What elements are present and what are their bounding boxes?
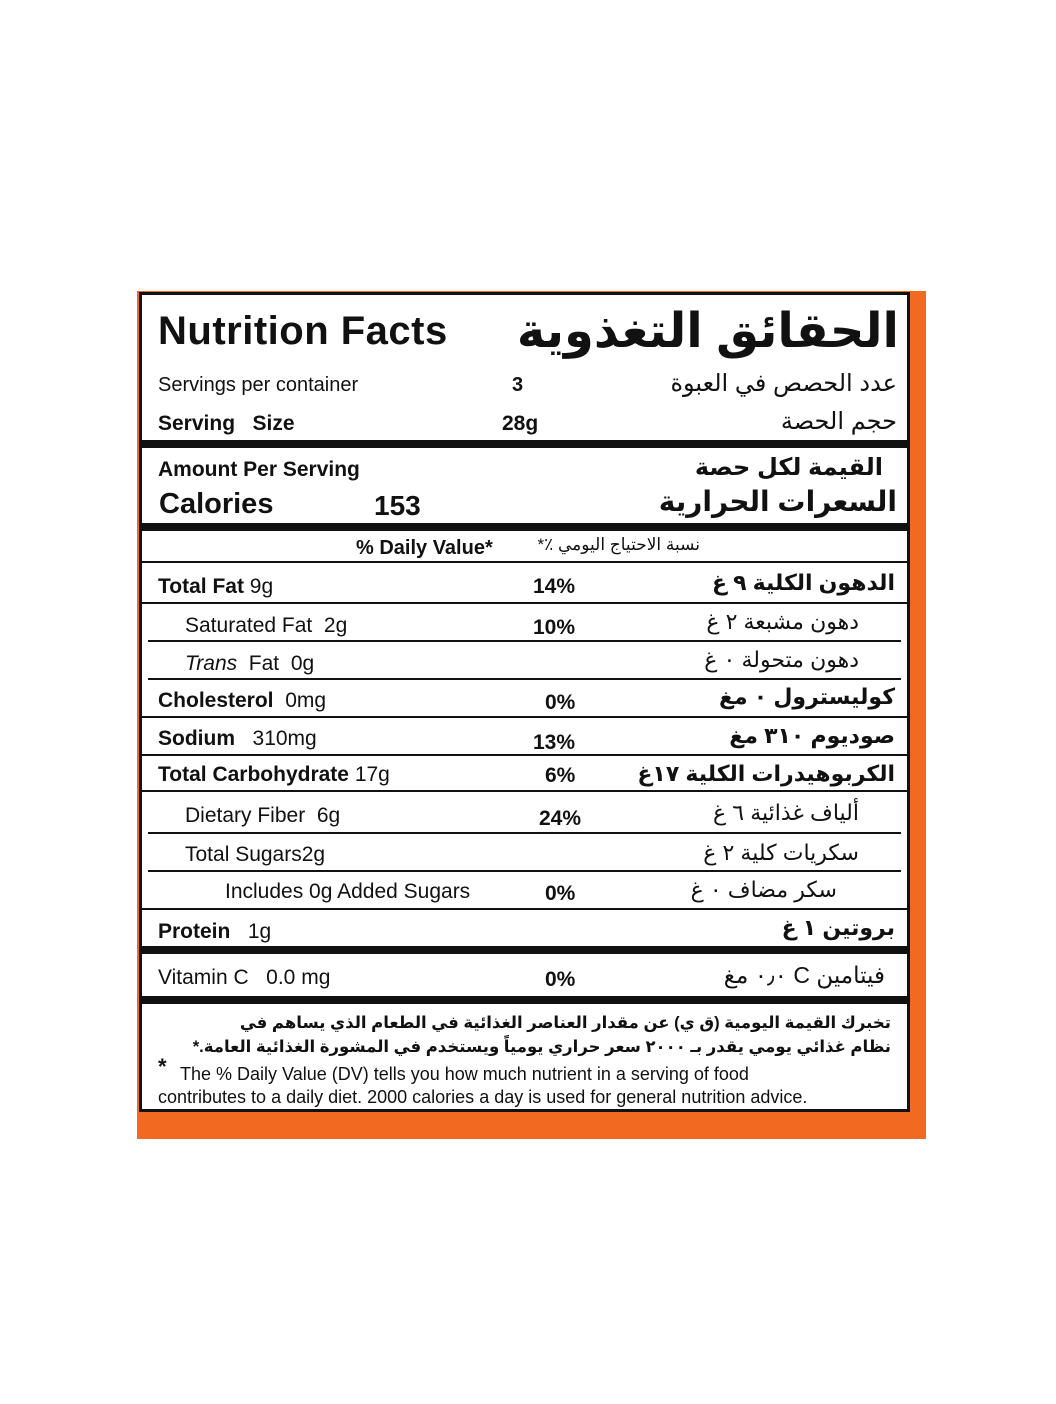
calories-arabic: السعرات الحرارية bbox=[658, 486, 897, 517]
footnote-arabic-line-1: تخبرك القيمة اليومية (ق ي) عن مقدار العناصر الغذائية في الطعام الذي يساهم في bbox=[239, 1014, 891, 1032]
nutrient-name-rest: Fat bbox=[248, 652, 280, 675]
divider-thick-4 bbox=[142, 996, 907, 1004]
nutrient-row-total-fat bbox=[158, 575, 273, 599]
nutrient-name: Protein bbox=[158, 920, 231, 943]
divider-thick-3 bbox=[142, 946, 907, 954]
nutrient-name: Total Carbohydrate bbox=[158, 763, 349, 786]
divider-thick-2 bbox=[142, 523, 907, 531]
row-divider bbox=[142, 790, 907, 792]
title-arabic: الحقائق التغذوية bbox=[516, 305, 899, 358]
nutrient-row-added-sugars: Includes 0g Added Sugars bbox=[225, 880, 471, 903]
row-divider bbox=[148, 870, 901, 872]
title-english: Nutrition Facts bbox=[158, 309, 448, 353]
nutrient-row-dietary-fiber bbox=[185, 804, 340, 828]
nutrient-dv: 10% bbox=[533, 616, 576, 639]
row-divider bbox=[148, 678, 901, 680]
nutrient-dv: 24% bbox=[539, 807, 582, 830]
servings-per-container-value: 3 bbox=[512, 374, 524, 396]
nutrient-amount: 1g bbox=[247, 920, 272, 943]
nutrient-name: Saturated Fat bbox=[185, 614, 313, 637]
nutrient-arabic: الكربوهيدرات الكلية ١٧غ bbox=[637, 761, 895, 786]
calories-label: Calories bbox=[159, 488, 274, 520]
nutrient-name: Total Sugars bbox=[185, 843, 302, 866]
nutrient-arabic: بروتين ١ غ bbox=[781, 915, 895, 940]
vitamin-arabic: فيتامين C ٠٫٠ مغ bbox=[723, 962, 885, 988]
row-divider bbox=[142, 602, 907, 604]
serving-size-arabic: حجم الحصة bbox=[780, 408, 897, 435]
nutrient-amount: 17g bbox=[354, 763, 390, 786]
row-divider bbox=[142, 716, 907, 718]
nutrient-arabic: الدهون الكلية ٩ غ bbox=[711, 570, 895, 595]
nutrient-name: Total Fat bbox=[158, 575, 244, 598]
nutrient-arabic: ألياف غذائية ٦ غ bbox=[713, 800, 859, 825]
nutrient-amount: 310mg bbox=[252, 727, 317, 750]
vitamin-name: Vitamin C bbox=[158, 966, 249, 989]
nutrient-row-cholesterol bbox=[158, 689, 326, 713]
nutrient-name: Dietary Fiber bbox=[185, 804, 306, 827]
nutrient-arabic: سكر مضاف ٠ غ bbox=[690, 877, 837, 902]
nutrient-amount: 2g bbox=[323, 614, 348, 637]
nutrient-arabic: كوليسترول ٠ مغ bbox=[719, 684, 895, 709]
nutrient-row-saturated-fat bbox=[185, 614, 347, 638]
footnote-english-line-2: contributes to a daily diet. 2000 calories a day is used for general nutrition advice. bbox=[158, 1087, 808, 1107]
nutrient-dv: 0% bbox=[545, 882, 576, 905]
vitamin-dv: 0% bbox=[545, 968, 576, 991]
row-divider bbox=[142, 908, 907, 910]
row-divider bbox=[148, 640, 901, 642]
nutrient-amount: 0mg bbox=[285, 689, 327, 712]
calories-value: 153 bbox=[374, 490, 421, 521]
nutrition-label bbox=[139, 292, 910, 1112]
nutrient-arabic: دهون متحولة ٠ غ bbox=[704, 647, 859, 672]
daily-value-header-arabic: نسبة الاحتياج اليومي ٪* bbox=[537, 535, 700, 554]
servings-per-container-label: Servings per container bbox=[158, 374, 359, 396]
row-divider bbox=[148, 832, 901, 834]
divider-thick-1 bbox=[142, 440, 907, 448]
nutrient-row-protein bbox=[158, 920, 271, 944]
serving-word: Serving bbox=[158, 412, 236, 435]
amount-per-serving-label: Amount Per Serving bbox=[158, 458, 360, 481]
vitamin-amount: 0.0 mg bbox=[266, 966, 331, 989]
servings-per-container-arabic: عدد الحصص في العبوة bbox=[670, 370, 897, 397]
divider-dv bbox=[142, 561, 907, 563]
nutrient-amount: 2g bbox=[301, 843, 326, 866]
row-divider bbox=[142, 754, 907, 756]
daily-value-header: % Daily Value* bbox=[356, 537, 493, 559]
nutrient-amount: 9g bbox=[249, 575, 274, 598]
vitamin-row bbox=[158, 966, 330, 990]
nutrient-name-italic: Trans bbox=[185, 652, 238, 675]
nutrient-row-trans-fat bbox=[185, 652, 314, 676]
nutrient-amount: 0g bbox=[290, 652, 315, 675]
nutrient-name: Cholesterol bbox=[158, 689, 274, 712]
nutrient-name: Sodium bbox=[158, 727, 235, 750]
serving-size-value: 28g bbox=[502, 412, 539, 435]
size-word: Size bbox=[252, 412, 295, 435]
nutrient-dv: 6% bbox=[545, 764, 576, 787]
nutrient-dv: 13% bbox=[533, 731, 576, 754]
nutrient-arabic: سكريات كلية ٢ غ bbox=[703, 840, 859, 865]
nutrient-dv: 14% bbox=[533, 575, 576, 598]
nutrient-row-total-carbohydrate bbox=[158, 763, 390, 787]
nutrient-row-total-sugars bbox=[185, 843, 325, 867]
serving-size-label bbox=[158, 412, 295, 436]
nutrient-dv: 0% bbox=[545, 691, 576, 714]
amount-per-serving-arabic: القيمة لكل حصة bbox=[694, 454, 883, 481]
nutrient-arabic: دهون مشبعة ٢ غ bbox=[706, 609, 859, 634]
footnote-arabic-line-2: نظام غذائي يومي يقدر بـ ٢٠٠٠ سعر حراري يومياً ويستخدم في المشورة الغذائية العامة.* bbox=[192, 1038, 891, 1056]
nutrient-row-sodium bbox=[158, 727, 317, 751]
nutrient-arabic: صوديوم ٣١٠ مغ bbox=[729, 723, 895, 748]
footnote-asterisk: * bbox=[158, 1054, 167, 1079]
footnote-english-line-1: The % Daily Value (DV) tells you how much nutrient in a serving of food bbox=[180, 1064, 749, 1084]
nutrient-amount: 6g bbox=[316, 804, 341, 827]
